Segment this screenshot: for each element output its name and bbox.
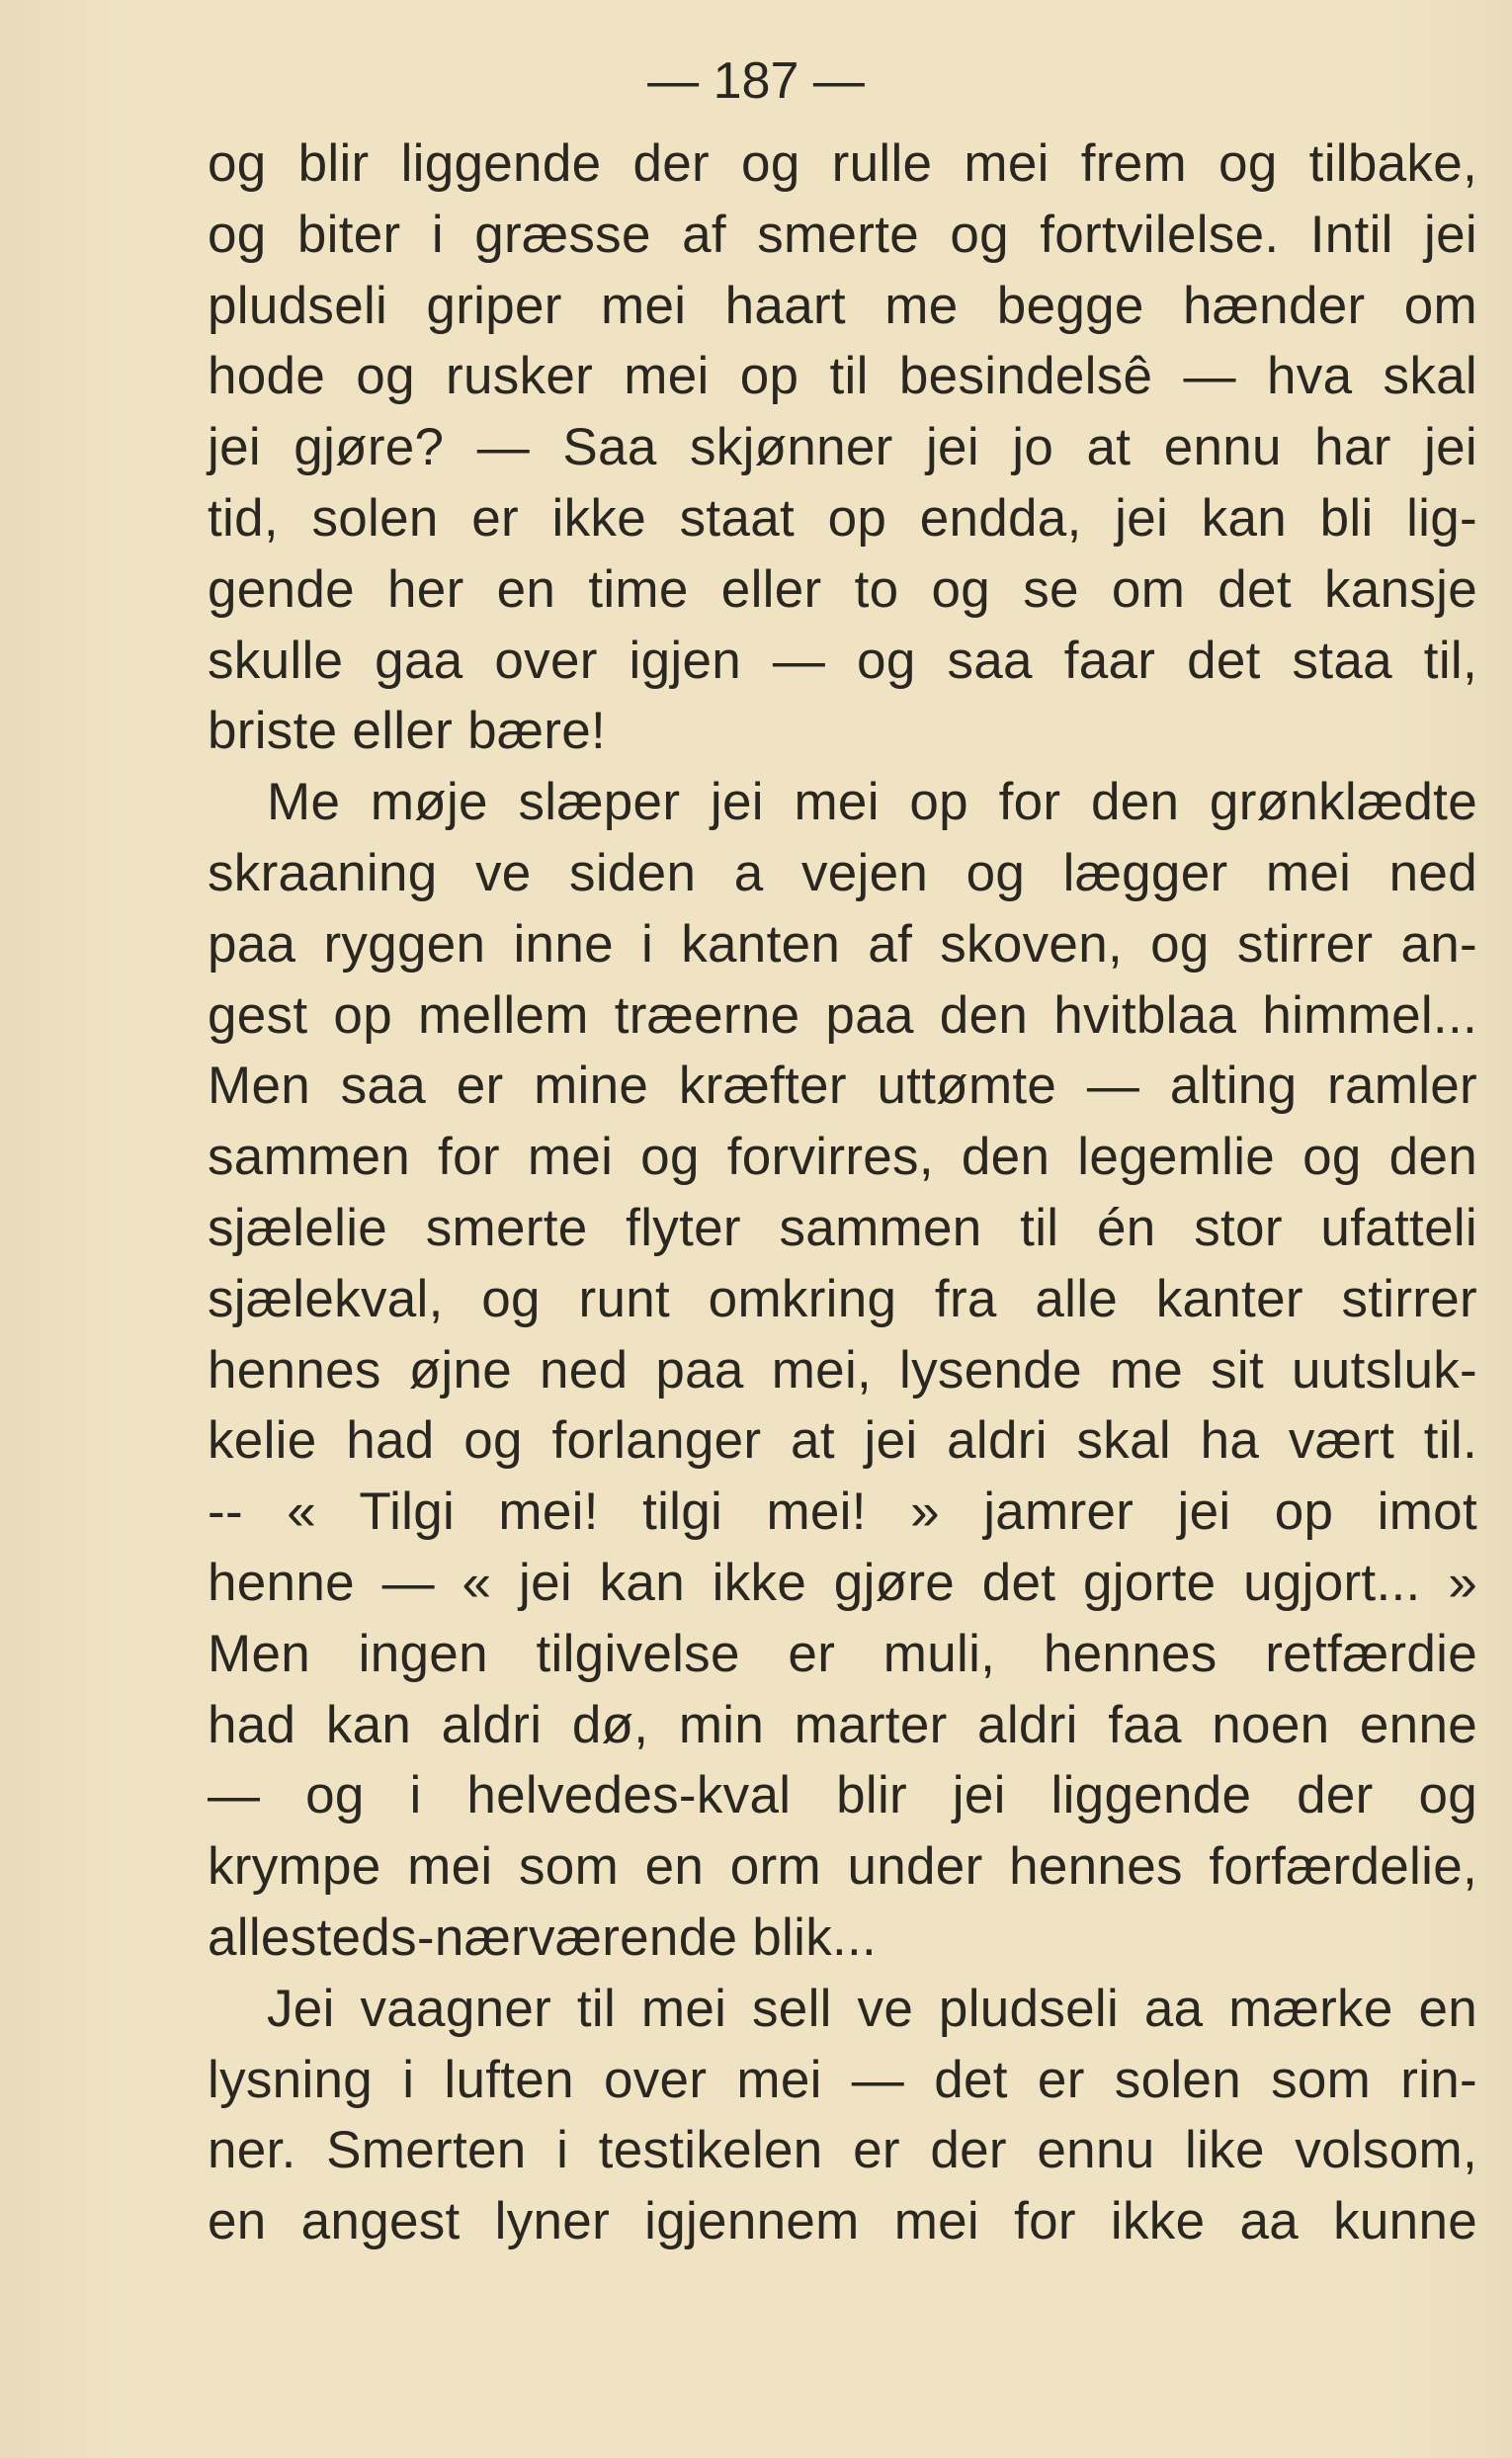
text-line: Men ingen tilgivelse er muli, hennes retfærdie (208, 1624, 1477, 1683)
text-line: skraaning ve siden a vejen og lægger mei ned (208, 843, 1477, 902)
text-line: Me møje slæper jei mei op for den grønklædte (267, 773, 1477, 832)
text-line: — og i helvedes-kval blir jei liggende der og (208, 1766, 1477, 1825)
text-line: sammen for mei og forvirres, den legemlie og den (208, 1128, 1477, 1187)
text-line: paa ryggen inne i kanten af skoven, og stirrer an- (208, 914, 1477, 974)
text-line: had kan aldri dø, min marter aldri faa noen enne (208, 1695, 1477, 1754)
text-line: kelie had og forlanger at jei aldri skal ha vært til. (208, 1411, 1477, 1471)
text-line: gest op mellem træerne paa den hvitblaa himmel... (208, 985, 1477, 1045)
text-line: lysning i luften over mei — det er solen som rin- (208, 2050, 1477, 2109)
text-line: briste eller bære! (208, 702, 607, 761)
text-line: henne — « jei kan ikke gjøre det gjorte ugjort... » (208, 1553, 1477, 1612)
text-line: ner. Smerten i testikelen er der ennu like volsom, (208, 2121, 1477, 2180)
text-line: krympe mei som en orm under hennes forfærdelie, (208, 1837, 1477, 1897)
text-line: sjælekval, og runt omkring fra alle kanter stirrer (208, 1269, 1477, 1328)
text-line: og blir liggende der og rulle mei frem og tilbake, (208, 134, 1477, 193)
text-line: -- « Tilgi mei! tilgi mei! » jamrer jei op imot (208, 1483, 1477, 1542)
text-line: sjælelie smerte flyter sammen til én stor ufatteli (208, 1198, 1477, 1257)
text-line: gende her en time eller to og se om det kansje (208, 559, 1477, 619)
text-line: pludseli griper mei haart me begge hænder om (208, 276, 1477, 335)
text-line: og biter i græsse af smerte og fortvilelse. Intil jei (208, 205, 1477, 264)
page-number: — 187 — (647, 52, 865, 110)
text-line: Jei vaagner til mei sell ve pludseli aa mærke en (267, 1979, 1477, 2038)
text-line: tid, solen er ikke staat op endda, jei kan bli lig- (208, 488, 1477, 548)
text-line: skulle gaa over igjen — og saa faar det staa til, (208, 631, 1477, 690)
body-text (208, 128, 1477, 2257)
text-line: allesteds-nærværende blik... (208, 1907, 878, 1967)
text-line: hennes øjne ned paa mei, lysende me sit uutsluk- (208, 1340, 1477, 1399)
text-line: hode og rusker mei op til besindelsê — hva skal (208, 347, 1477, 406)
text-line: jei gjøre? — Saa skjønner jei jo at ennu har jei (208, 418, 1477, 477)
text-line: Men saa er mine kræfter uttømte — alting ramler (208, 1057, 1477, 1116)
text-line: en angest lyner igjennem mei for ikke aa kunne (208, 2192, 1477, 2251)
